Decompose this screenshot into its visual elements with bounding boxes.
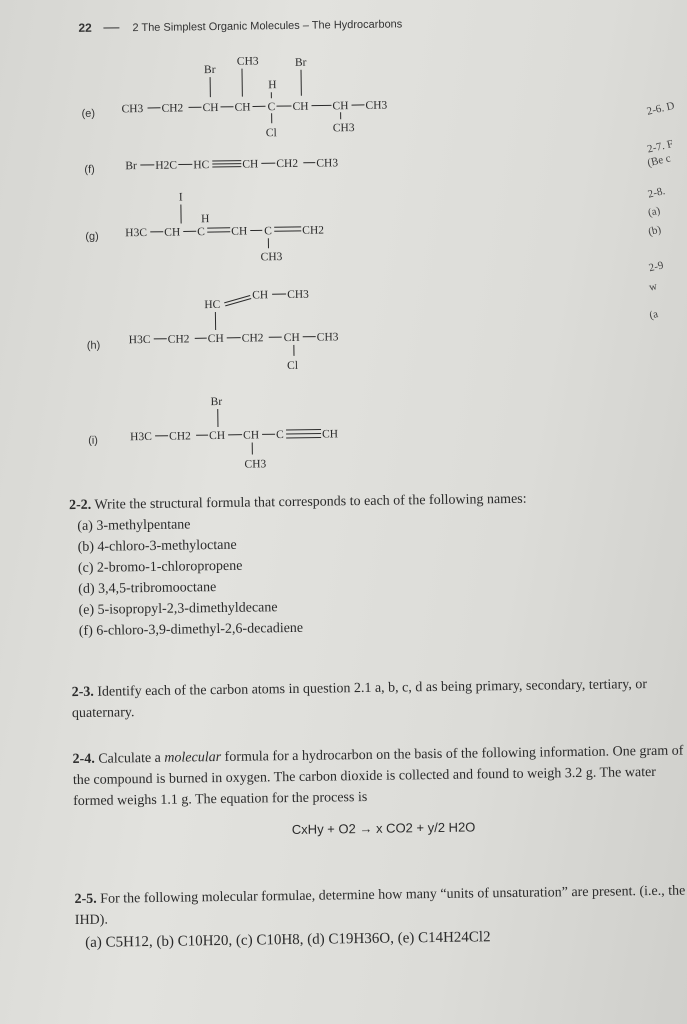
margin-note-8: w: [647, 280, 659, 294]
e-h-top: H: [268, 79, 277, 92]
e-ch-ch3: CH: [234, 101, 251, 114]
q23-text: Identify each of the carbon atoms in question 2.1 a, b, c, d as being primary, secondary, tertiary, or quaternary.: [71, 677, 648, 722]
structures-drawing: [0, 0, 687, 500]
i-c: C: [276, 429, 284, 442]
g-h: H: [200, 213, 210, 226]
margin-note-7: 2-9: [647, 259, 665, 275]
e-ch3-top: CH3: [236, 55, 259, 68]
structure-i: [130, 394, 339, 472]
q22-item-a: (a) 3-methylpentane: [77, 517, 191, 534]
structure-label-h: (h): [86, 339, 101, 352]
h-ch2b: CH2: [241, 332, 264, 345]
q25-text: For the following molecular formulae, determine how many “units of unsaturation” are present. (i.e., the IHD).: [74, 883, 686, 929]
e-ch3-right: CH3: [365, 99, 388, 112]
question-2-5: [74, 880, 687, 954]
i-ch3: CH3: [244, 458, 267, 471]
g-i: I: [178, 191, 183, 204]
structure-e: [121, 54, 388, 142]
margin-note-9: (a: [648, 308, 660, 322]
h-ch3: CH3: [316, 331, 339, 344]
q22-text: Write the structural formula that corresponds to each of the following names:: [94, 491, 527, 513]
f-ch: CH: [242, 158, 259, 171]
margin-note-1: 2-6. D: [645, 99, 676, 118]
g-c: C: [197, 226, 206, 239]
h-cl: Cl: [287, 359, 299, 373]
e-ch3-bottom: CH3: [332, 122, 355, 135]
h-ch-top: CH: [252, 289, 269, 302]
e-cl: Cl: [265, 127, 277, 140]
i-ch-br: CH: [209, 429, 226, 443]
q22-item-e: (e) 5-isopropyl-2,3-dimethyldecane: [78, 600, 278, 618]
combustion-equation: CxHy + O2 → x CO2 + y/2 H2O: [291, 819, 476, 838]
g-h3c: H3C: [125, 226, 148, 240]
q22-item-d: (d) 3,4,5-tribromooctane: [78, 580, 217, 597]
q25-number: 2-5.: [74, 891, 97, 908]
h-ch2: CH2: [167, 333, 190, 346]
structure-h: [128, 288, 339, 374]
formula-a: (a) C5H12,: [85, 933, 153, 951]
q22-item-f: (f) 6-chloro-3,9-dimethyl-2,6-decadiene: [78, 620, 304, 639]
g-ch: CH: [164, 226, 181, 239]
structure-label-i: (i): [88, 434, 99, 447]
f-ch2: CH2: [276, 157, 299, 171]
structure-label-f: (f): [84, 163, 95, 176]
question-2-3: [72, 673, 687, 724]
i-ch-ch3: CH: [243, 429, 260, 442]
i-ch: CH: [322, 428, 339, 441]
q24-number: 2-4.: [72, 751, 95, 768]
question-2-2: [69, 486, 687, 642]
q24-text-after: formula for a hydrocarbon on the basis of the following information. One gram of the compound is burned in oxygen. The carbon dioxide is collected and found to weigh 3.2 g. The water formed weighs 1.1 g. The equation for the process is: [72, 743, 684, 810]
i-ch2: CH2: [169, 430, 191, 443]
q22-number: 2-2.: [68, 497, 92, 514]
g-ch2: CH2: [302, 224, 325, 237]
margin-note-5: (a): [646, 204, 662, 220]
e-ch-br2: CH: [292, 100, 309, 113]
question-2-4: [72, 740, 687, 843]
q22-item-b: (b) 4-chloro-3-methyloctane: [77, 537, 237, 555]
e-ch2: CH2: [161, 102, 184, 115]
q22-item-c: (c) 2-bromo-1-chloropropene: [77, 558, 243, 576]
e-ch3-left: CH3: [121, 103, 144, 116]
margin-note-4: 2-8.: [646, 185, 667, 201]
formula-c: (c) C10H8,: [235, 931, 304, 949]
margin-note-3: (Be c: [646, 152, 672, 170]
structure-f: [125, 157, 338, 172]
e-br-1: Br: [203, 63, 216, 77]
h-ch3-top: CH3: [287, 288, 309, 302]
h-ch: CH: [207, 332, 224, 346]
e-br-2: Br: [294, 56, 307, 69]
page-number: 22: [78, 20, 92, 35]
margin-note-2: 2-7. F: [646, 138, 675, 156]
e-c-cl: C: [267, 101, 276, 114]
formula-b: (b) C10H20,: [156, 932, 233, 950]
formula-e: (e) C14H24Cl2: [397, 929, 491, 947]
chapter-title: 2 The Simplest Organic Molecules – The Hydrocarbons: [132, 18, 403, 35]
structure-g: [125, 189, 325, 265]
q24-italic: molecular: [164, 749, 222, 766]
h-h3c: H3C: [128, 333, 151, 347]
q24-text-before: Calculate a: [98, 750, 161, 767]
f-h2c: H2C: [155, 159, 178, 172]
margin-note-6: (b): [647, 223, 663, 239]
i-br: Br: [210, 395, 223, 409]
f-br: Br: [125, 160, 137, 173]
e-ch-br: CH: [202, 101, 219, 115]
f-hc: HC: [193, 159, 210, 172]
q23-number: 2-3.: [71, 684, 94, 701]
structure-label-g: (g): [85, 230, 99, 243]
g-c2: C: [264, 225, 273, 238]
formula-d: (d) C19H36O,: [307, 930, 395, 948]
e-ch-ch3b: CH: [332, 100, 349, 113]
structure-label-e: (e): [81, 107, 96, 120]
f-ch3: CH3: [316, 157, 339, 170]
i-h3c: H3C: [130, 430, 152, 444]
h-ch-cl: CH: [283, 331, 300, 345]
g-ch3: CH3: [260, 251, 283, 264]
g-ch-mid: CH: [231, 225, 248, 238]
h-hc: HC: [204, 298, 221, 312]
